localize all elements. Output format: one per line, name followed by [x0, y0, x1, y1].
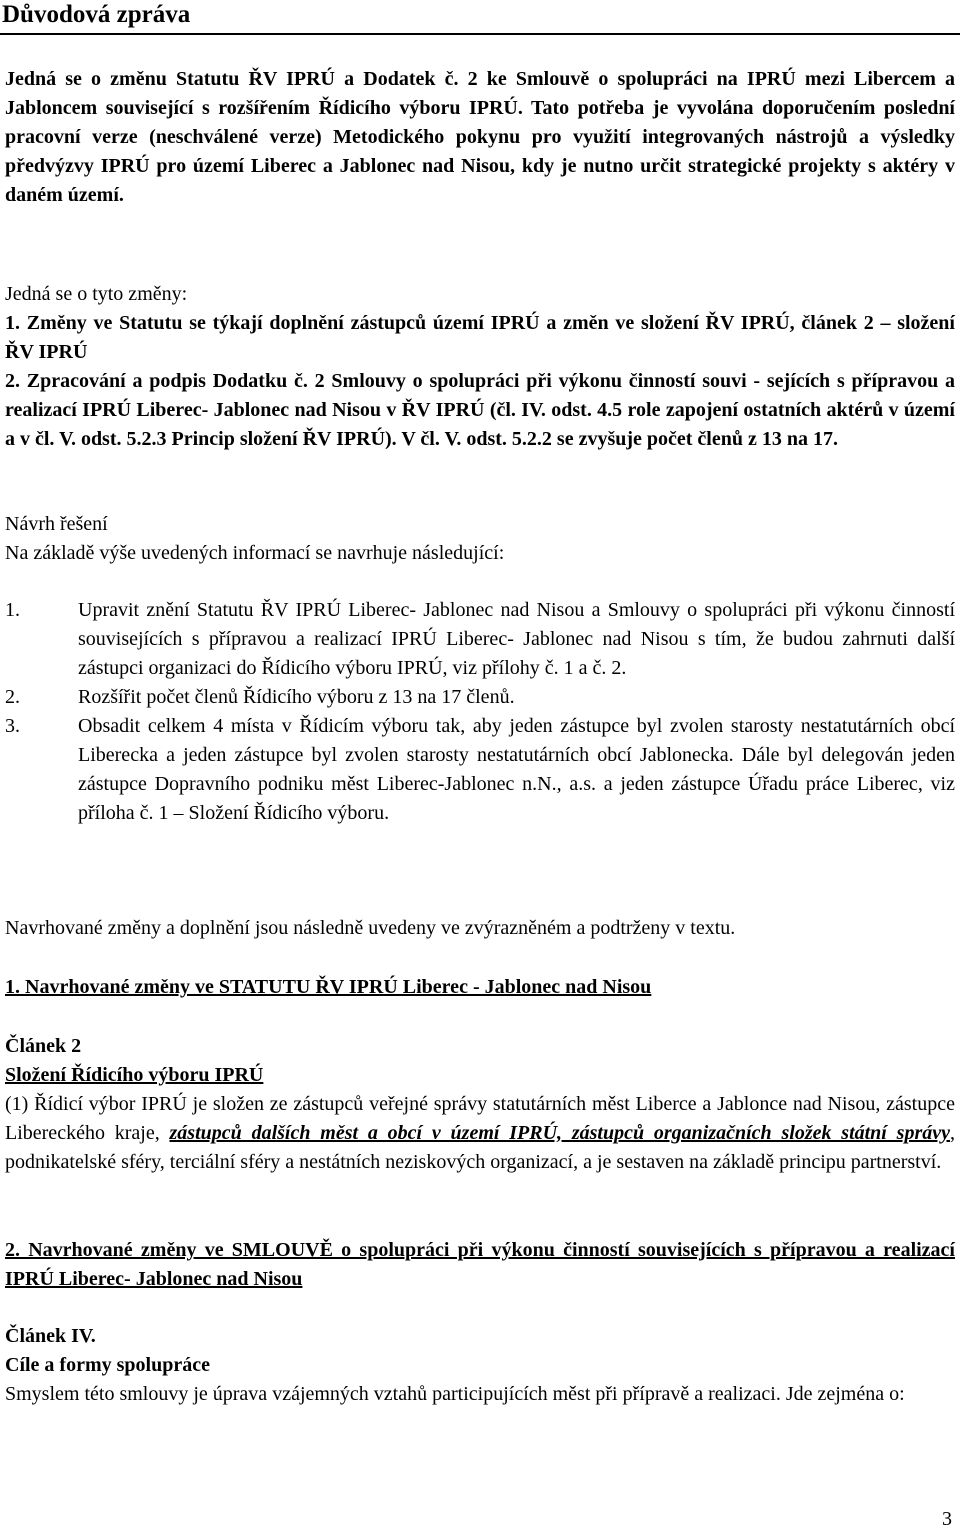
- proposal-item-number: 1.: [5, 599, 20, 621]
- proposal-item-text: Rozšířit počet členů Řídicího výboru z 13 na 17 členů.: [78, 686, 515, 708]
- changes-label: Jedná se o tyto změny:: [5, 283, 188, 305]
- proposal-item-2: [5, 683, 955, 712]
- section1-title: 1. Navrhované změny ve STATUTU ŘV IPRÚ Liberec - Jablonec nad Nisou: [5, 976, 652, 998]
- article-4-paragraph: Smyslem této smlouvy je úprava vzájemných vztahů participujících měst při přípravě a realizaci. Jde zejména o:: [5, 1383, 905, 1405]
- proposal-title: Návrh řešení: [5, 513, 108, 535]
- proposal-list: [5, 596, 955, 828]
- article-4-title: Cíle a formy spolupráce: [5, 1354, 210, 1376]
- intro-paragraph: Jedná se o změnu Statutu ŘV IPRÚ a Dodatek č. 2 ke Smlouvě o spolupráci na IPRÚ mezi Libercem a Jabloncem související s rozšířením Řídicího výboru IPRÚ. Tato potřeba je vyvolána doporučením poslední pracovní verze (neschválené verze) Metodického pokynu pro využití integrovaných nástrojů a výsledky předvýzvy IPRÚ pro území Liberec a Jablonec nad Nisou, kdy je nutno určit strategické projekty s aktéry v daném území.: [5, 68, 955, 206]
- proposal-item-number: 3.: [5, 715, 20, 737]
- article-2-text-start: (1) Řídicí výbor IPRÚ je složen ze zástupců veřejné správy statutárních měst Liberce a Jablonce nad Nisou, zástupce Libereckého kraje,: [5, 1093, 955, 1144]
- changes-note: Navrhované změny a doplnění jsou následně uvedeny ve zvýrazněném a podtrženy v textu.: [5, 917, 736, 939]
- heading-bar: [0, 0, 960, 35]
- article-2-title: Složení Řídicího výboru IPRÚ: [5, 1064, 264, 1086]
- proposal-item-text: Obsadit celkem 4 místa v Řídicím výboru tak, aby jeden zástupce byl zvolen starosty nestatutárních obcí Liberecka a jeden zástupce byl zvolen starosty nestatutárních obcí Jablonecka. Dále byl delegován jeden zástupce Dopravního podniku měst Liberec-Jablonec n.N., a.s. a jeden zástupce Úřadu práce Liberec, viz příloha č. 1 – Složení Řídicího výboru.: [78, 715, 955, 824]
- proposal-section: [5, 510, 955, 568]
- article-4-heading: Článek IV.: [5, 1325, 96, 1347]
- article-2-highlighted-change: zástupců dalších měst a obcí v území IPRÚ, zástupců organizačních složek státní správy: [169, 1122, 950, 1144]
- changes-section: [5, 280, 955, 454]
- article-2-heading: Článek 2: [5, 1035, 82, 1057]
- section1-article: [5, 1032, 955, 1177]
- proposal-item-3: [5, 712, 955, 828]
- page-number: 3: [942, 1508, 952, 1530]
- change-item-1: 1. Změny ve Statutu se týkají doplnění zástupců území IPRÚ a změn ve složení ŘV IPRÚ, článek 2 – složení ŘV IPRÚ: [5, 312, 955, 363]
- proposal-lead: Na základě výše uvedených informací se navrhuje následující:: [5, 542, 505, 564]
- article-2-text-end: , podnikatelské sféry, terciální sféry a nestátních neziskových organizací, a je sestaven na základě principu partnerství.: [5, 1122, 955, 1173]
- proposal-item-text: Upravit znění Statutu ŘV IPRÚ Liberec- Jablonec nad Nisou a Smlouvy o spolupráci při výkonu činností souvisejících s přípravou a realizací IPRÚ Liberec- Jablonec nad Nisou s tím, že budou zahrnuti další zástupci organizaci do Řídicího výboru IPRÚ, viz přílohy č. 1 a č. 2.: [78, 599, 955, 679]
- article-2-paragraph: [5, 1090, 955, 1177]
- proposal-item-number: 2.: [5, 686, 20, 708]
- change-item-2: 2. Zpracování a podpis Dodatku č. 2 Smlouvy o spolupráci při výkonu činností souvi - sejících s přípravou a realizací IPRÚ Liberec- Jablonec nad Nisou v ŘV IPRÚ (čl. IV. odst. 4.5 role zapojení ostatních aktérů v území a v čl. V. odst. 5.2.3 Princip složení ŘV IPRÚ). V čl. V. odst. 5.2.2 se zvyšuje počet členů z 13 na 17.: [5, 370, 955, 450]
- section2-article: [5, 1322, 955, 1409]
- section2-title: 2. Navrhované změny ve SMLOUVĚ o spolupráci při výkonu činností souvisejících s přípravou a realizací IPRÚ Liberec- Jablonec nad Nisou: [5, 1239, 955, 1290]
- proposal-item-1: [5, 596, 955, 683]
- page-title: Důvodová zpráva: [2, 1, 191, 28]
